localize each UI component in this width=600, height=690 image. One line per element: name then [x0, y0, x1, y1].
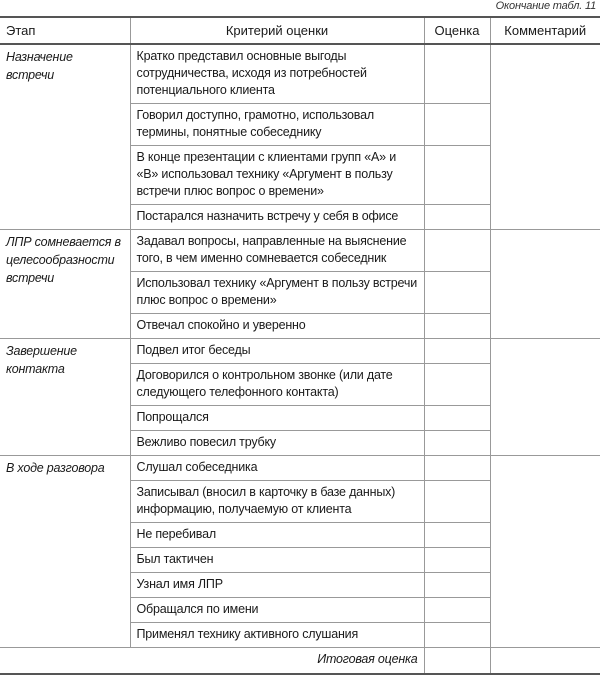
- criterion-cell: Вежливо повесил трубку: [130, 431, 424, 456]
- header-stage: Этап: [0, 17, 130, 44]
- stage-cell: ЛПР сомневается в целесообразности встречи: [0, 230, 130, 339]
- score-cell[interactable]: [424, 406, 490, 431]
- header-comment: Комментарий: [490, 17, 600, 44]
- criterion-cell: Отвечал спокойно и уверенно: [130, 314, 424, 339]
- criterion-cell: Использовал технику «Аргумент в пользу встречи плюс вопрос о времени»: [130, 272, 424, 314]
- score-cell[interactable]: [424, 364, 490, 406]
- score-cell[interactable]: [424, 314, 490, 339]
- header-score: Оценка: [424, 17, 490, 44]
- criterion-cell: Договорился о контрольном звонке (или дате следующего телефонного контакта): [130, 364, 424, 406]
- score-cell[interactable]: [424, 481, 490, 523]
- score-cell[interactable]: [424, 230, 490, 272]
- table-body: [0, 44, 600, 674]
- stage-cell: Назначение встречи: [0, 44, 130, 230]
- score-cell[interactable]: [424, 339, 490, 364]
- score-cell[interactable]: [424, 44, 490, 104]
- total-row: [0, 648, 600, 675]
- criterion-cell: Слушал собеседника: [130, 456, 424, 481]
- total-comment-cell: [490, 648, 600, 675]
- table-caption: Окончание табл. 11: [495, 0, 596, 12]
- table-row: [0, 230, 600, 272]
- score-cell[interactable]: [424, 548, 490, 573]
- criterion-cell: Применял технику активного слушания: [130, 623, 424, 648]
- comment-cell[interactable]: [490, 339, 600, 456]
- criterion-cell: Кратко представил основные выгоды сотрудничества, исходя из потребностей потенциального клиента: [130, 44, 424, 104]
- criterion-cell: Записывал (вносил в карточку в базе данных) информацию, получаемую от клиента: [130, 481, 424, 523]
- table-row: [0, 44, 600, 104]
- stage-cell: Завершение контакта: [0, 339, 130, 456]
- score-cell[interactable]: [424, 272, 490, 314]
- comment-cell[interactable]: [490, 456, 600, 648]
- criterion-cell: Не перебивал: [130, 523, 424, 548]
- criterion-cell: Обращался по имени: [130, 598, 424, 623]
- header-criterion: Критерий оценки: [130, 17, 424, 44]
- criterion-cell: Задавал вопросы, направленные на выяснение того, в чем именно сомневается собеседник: [130, 230, 424, 272]
- criterion-cell: В конце презентации с клиентами групп «А» и «В» использовал технику «Аргумент в пользу встречи плюс вопрос о времени»: [130, 146, 424, 205]
- table-header-row: [0, 17, 600, 44]
- score-cell[interactable]: [424, 573, 490, 598]
- evaluation-table: [0, 16, 600, 675]
- total-label: Итоговая оценка: [0, 648, 424, 675]
- score-cell[interactable]: [424, 205, 490, 230]
- criterion-cell: Говорил доступно, грамотно, использовал термины, понятные собеседнику: [130, 104, 424, 146]
- comment-cell[interactable]: [490, 230, 600, 339]
- comment-cell[interactable]: [490, 44, 600, 230]
- criterion-cell: Подвел итог беседы: [130, 339, 424, 364]
- total-score-cell[interactable]: [424, 648, 490, 675]
- criterion-cell: Был тактичен: [130, 548, 424, 573]
- table-row: [0, 456, 600, 481]
- criterion-cell: Постарался назначить встречу у себя в офисе: [130, 205, 424, 230]
- score-cell[interactable]: [424, 104, 490, 146]
- score-cell[interactable]: [424, 598, 490, 623]
- stage-cell: В ходе разговора: [0, 456, 130, 648]
- score-cell[interactable]: [424, 456, 490, 481]
- score-cell[interactable]: [424, 623, 490, 648]
- table-row: [0, 339, 600, 364]
- score-cell[interactable]: [424, 146, 490, 205]
- score-cell[interactable]: [424, 431, 490, 456]
- criterion-cell: Узнал имя ЛПР: [130, 573, 424, 598]
- criterion-cell: Попрощался: [130, 406, 424, 431]
- score-cell[interactable]: [424, 523, 490, 548]
